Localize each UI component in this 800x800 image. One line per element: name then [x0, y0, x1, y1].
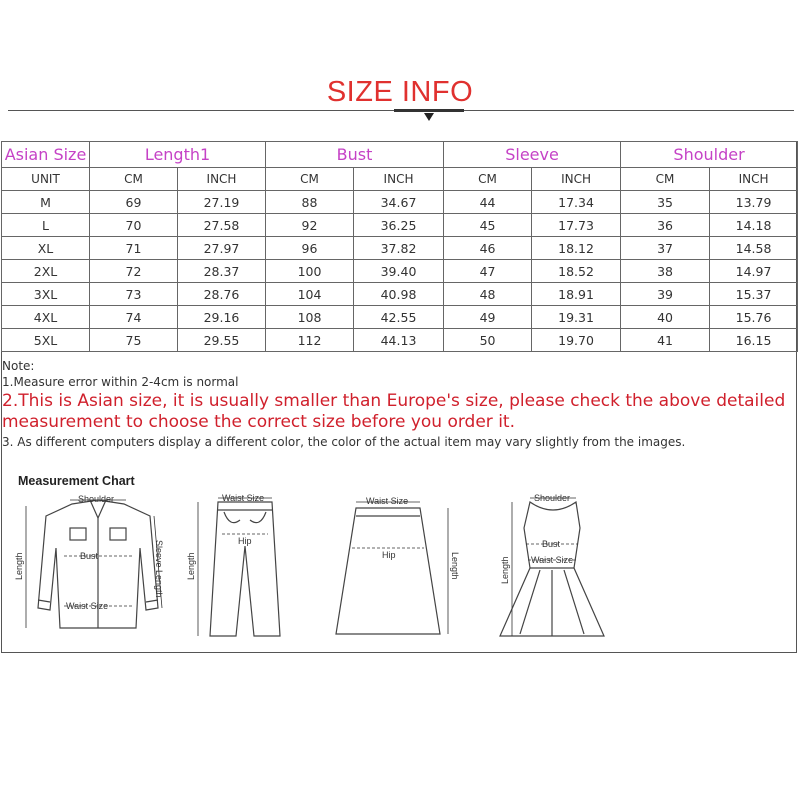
size-label-cell: XL	[2, 237, 90, 260]
skirt-diagram	[336, 508, 440, 634]
dress-length-label: Length	[500, 556, 510, 584]
measurement-cell: 17.34	[532, 191, 621, 214]
measurement-cell: 15.76	[710, 306, 798, 329]
unit-cell: INCH	[178, 168, 266, 191]
measurement-cell: 36	[621, 214, 710, 237]
measurement-cell: 45	[444, 214, 532, 237]
measurement-cell: 19.31	[532, 306, 621, 329]
measurement-cell: 37.82	[354, 237, 444, 260]
measurement-cell: 71	[90, 237, 178, 260]
group-header-row	[2, 142, 798, 168]
skirt-waist-label: Waist Size	[366, 496, 409, 506]
dress-shoulder-label: Shoulder	[534, 493, 571, 503]
header-sleeve: Sleeve	[444, 142, 621, 168]
table-row	[2, 237, 798, 260]
dress-diagram	[500, 502, 604, 636]
header-shoulder: Shoulder	[621, 142, 798, 168]
measurement-cell: 28.37	[178, 260, 266, 283]
dress-measure-lines	[512, 498, 578, 636]
caret-down-icon	[424, 113, 434, 121]
title-divider-accent	[394, 109, 464, 112]
measurement-cell: 19.70	[532, 329, 621, 352]
measurement-cell: 69	[90, 191, 178, 214]
pants-diagram	[210, 502, 280, 636]
measurement-cell: 48	[444, 283, 532, 306]
unit-cell: CM	[90, 168, 178, 191]
measurement-cell: 40.98	[354, 283, 444, 306]
shirt-waist-label: Waist Size	[66, 601, 109, 611]
measurement-cell: 34.67	[354, 191, 444, 214]
measurement-cell: 14.97	[710, 260, 798, 283]
skirt-hip-label: Hip	[382, 550, 396, 560]
header-asian-size: Asian Size	[2, 142, 90, 168]
header-bust: Bust	[266, 142, 444, 168]
measurement-cell: 75	[90, 329, 178, 352]
size-label-cell: 3XL	[2, 283, 90, 306]
shirt-shoulder-label: Shoulder	[78, 494, 115, 504]
measurement-cell: 13.79	[710, 191, 798, 214]
dress-bust-label: Bust	[542, 539, 561, 549]
notes-section	[2, 358, 792, 450]
measurement-cell: 17.73	[532, 214, 621, 237]
measurement-chart-title: Measurement Chart	[18, 474, 135, 488]
unit-cell: CM	[621, 168, 710, 191]
measurement-cell: 41	[621, 329, 710, 352]
measurement-cell: 15.37	[710, 283, 798, 306]
measurement-cell: 108	[266, 306, 354, 329]
measurement-cell: 36.25	[354, 214, 444, 237]
shirt-length-label: Length	[14, 552, 24, 580]
size-label-cell: 5XL	[2, 329, 90, 352]
unit-cell: INCH	[532, 168, 621, 191]
table-row	[2, 260, 798, 283]
pants-hip-label: Hip	[238, 536, 252, 546]
size-label-cell: L	[2, 214, 90, 237]
measurement-cell: 37	[621, 237, 710, 260]
measurement-cell: 18.52	[532, 260, 621, 283]
measurement-cell: 72	[90, 260, 178, 283]
measurement-cell: 14.58	[710, 237, 798, 260]
measurement-cell: 104	[266, 283, 354, 306]
size-table	[1, 141, 798, 352]
measurement-cell: 46	[444, 237, 532, 260]
measurement-cell: 100	[266, 260, 354, 283]
measurement-cell: 39.40	[354, 260, 444, 283]
shirt-bust-label: Bust	[80, 551, 99, 561]
unit-cell: INCH	[354, 168, 444, 191]
note-line-1: 1.Measure error within 2-4cm is normal	[2, 375, 239, 389]
shirt-sleeve-label: Sleeve Length	[154, 540, 164, 598]
skirt-length-label: Length	[450, 552, 460, 580]
pants-waist-label: Waist Size	[222, 493, 265, 503]
measurement-cell: 44.13	[354, 329, 444, 352]
measurement-cell: 38	[621, 260, 710, 283]
unit-cell: CM	[266, 168, 354, 191]
pants-measure-lines	[198, 498, 272, 636]
measurement-cell: 29.16	[178, 306, 266, 329]
table-row	[2, 191, 798, 214]
size-label-cell: 2XL	[2, 260, 90, 283]
note-line-2: 2.This is Asian size, it is usually smaller than Europe's size, please check the above detailed measurement to choose the correct size before you order it.	[2, 391, 786, 432]
measurement-cell: 88	[266, 191, 354, 214]
dress-waist-label: Waist Size	[531, 555, 574, 565]
measurement-cell: 92	[266, 214, 354, 237]
pants-length-label: Length	[186, 552, 196, 580]
measurement-cell: 42.55	[354, 306, 444, 329]
measurement-cell: 96	[266, 237, 354, 260]
page-title: SIZE INFO	[326, 76, 474, 108]
note-heading: Note:	[2, 359, 35, 373]
table-row	[2, 283, 798, 306]
measurement-cell: 29.55	[178, 329, 266, 352]
table-row	[2, 214, 798, 237]
measurement-cell: 73	[90, 283, 178, 306]
unit-cell: UNIT	[2, 168, 90, 191]
measurement-cell: 40	[621, 306, 710, 329]
note-line-3: 3. As different computers display a different color, the color of the actual item may vary slightly from the images.	[2, 435, 686, 449]
measurement-cell: 18.91	[532, 283, 621, 306]
measurement-cell: 47	[444, 260, 532, 283]
unit-cell: CM	[444, 168, 532, 191]
table-row	[2, 329, 798, 352]
measurement-cell: 27.97	[178, 237, 266, 260]
measurement-cell: 44	[444, 191, 532, 214]
table-row	[2, 306, 798, 329]
measurement-cell: 27.19	[178, 191, 266, 214]
measurement-cell: 14.18	[710, 214, 798, 237]
measurement-cell: 16.15	[710, 329, 798, 352]
measurement-cell: 39	[621, 283, 710, 306]
size-label-cell: M	[2, 191, 90, 214]
measurement-cell: 27.58	[178, 214, 266, 237]
size-label-cell: 4XL	[2, 306, 90, 329]
measurement-cell: 28.76	[178, 283, 266, 306]
measurement-cell: 50	[444, 329, 532, 352]
skirt-measure-lines	[352, 502, 448, 634]
unit-cell: INCH	[710, 168, 798, 191]
measurement-cell: 70	[90, 214, 178, 237]
measurement-diagrams	[0, 488, 800, 648]
measurement-cell: 112	[266, 329, 354, 352]
measurement-cell: 49	[444, 306, 532, 329]
measurement-cell: 18.12	[532, 237, 621, 260]
unit-row	[2, 168, 798, 191]
header-length: Length1	[90, 142, 266, 168]
measurement-cell: 35	[621, 191, 710, 214]
measurement-cell: 74	[90, 306, 178, 329]
